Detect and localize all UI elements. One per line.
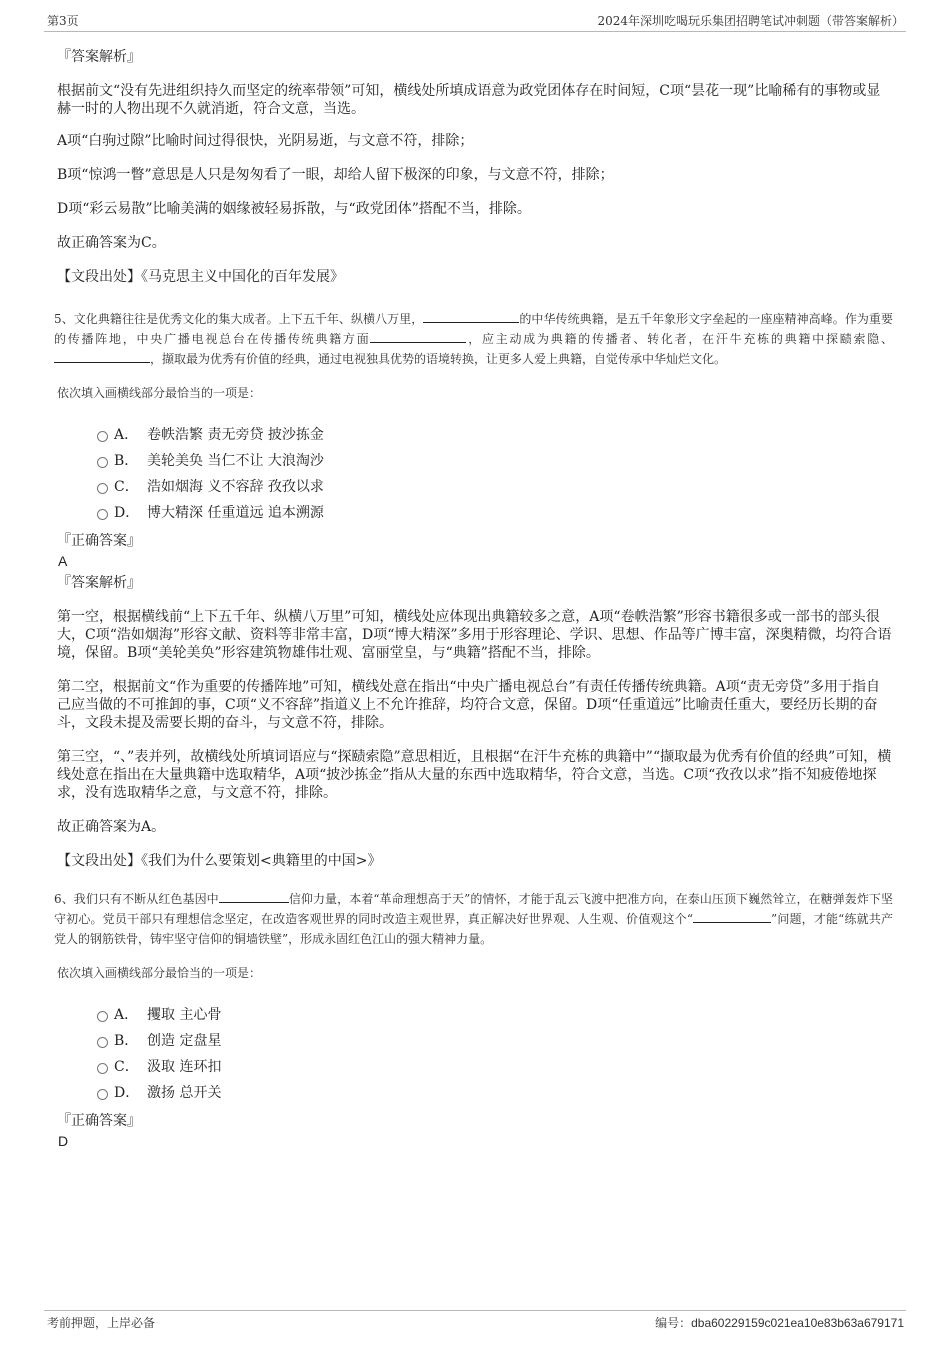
fill-blank (54, 350, 150, 363)
page-number: 第3页 (47, 14, 79, 28)
radio-button[interactable] (97, 509, 108, 520)
analysis-paragraph: 第二空，根据前文“作为重要的传播阵地”可知，横线处意在指出“中央广播电视总台”有责任传播传统典籍。A项“责无旁贷”多用于指自己应当做的不可推卸的事，C项“义不容辞”指道义上不允许推辞，均符合文意，保留。D项“任重道远”比喻责任重大，要经历长期的奋斗，文段未提及需要长期的奋斗，与文意不符，排除。 (57, 679, 881, 731)
source-citation: 【文段出处】《马克思主义中国化的百年发展》 (57, 269, 344, 285)
analysis-tag: 『答案解析』 (57, 575, 141, 591)
correct-answer: D (58, 1133, 69, 1149)
fill-blank (370, 330, 466, 343)
option-b[interactable]: B． 创造 定盘星 (57, 1028, 893, 1054)
option-c[interactable]: C． 汲取 连环扣 (57, 1054, 893, 1080)
option-c[interactable]: C． 浩如烟海 义不容辞 孜孜以求 (57, 474, 893, 500)
header-divider (44, 31, 906, 32)
page-content (54, 46, 893, 1150)
option-d[interactable]: D． 激扬 总开关 (57, 1080, 893, 1106)
question-prompt: 依次填入画横线部分最恰当的一项是： (57, 966, 262, 980)
radio-button[interactable] (97, 483, 108, 494)
question-6-options (57, 1002, 893, 1106)
radio-button[interactable] (97, 1011, 108, 1022)
question-6-stem: 6、我们只有不断从红色基因中 信仰力量，本着“革命理想高于天”的情怀，才能于乱云飞渡中把准方向，在泰山压顶下巍然耸立，在糖弹轰炸下坚守初心。党员干部只有理想信念坚定，在改造客观世界的同时改造主观世界，真正解决好世界观、人生观、价值观这个“ ”问题，才能“练就共产党人的钢筋铁骨，铸牢坚守信仰的铜墙铁壁”，形成永固红色江山的强大精神力量。 (54, 892, 893, 946)
source-citation: 【文段出处】《我们为什么要策划<典籍里的中国>》 (57, 853, 382, 869)
answer-tag: 『正确答案』 (57, 533, 141, 549)
fill-blank (219, 890, 289, 903)
analysis-tag: 『答案解析』 (57, 49, 141, 65)
radio-button[interactable] (97, 1037, 108, 1048)
document-code: 编号：dba60229159c021ea10e83b63a679171 (655, 1316, 904, 1330)
question-prompt: 依次填入画横线部分最恰当的一项是： (57, 386, 262, 400)
footer-slogan: 考前押题，上岸必备 (47, 1316, 156, 1330)
conclusion-text: 故正确答案为A。 (57, 819, 166, 835)
answer-tag: 『正确答案』 (57, 1113, 141, 1129)
conclusion-text: 故正确答案为C。 (57, 235, 166, 251)
analysis-paragraph: 第一空，根据横线前“上下五千年、纵横八万里”可知，横线处应体现出典籍较多之意，A项“卷帙浩繁”形容书籍很多或一部书的部头很大，C项“浩如烟海”形容文献、资料等非常丰富，D项“博大精深”多用于形容理论、学识、思想、作品等广博丰富，深奥精微，均符合语境，保留。B项“美轮美奂”形容建筑物雄伟壮观、富丽堂皇，与“典籍”搭配不当，排除。 (57, 609, 892, 661)
radio-button[interactable] (97, 457, 108, 468)
page-header (0, 0, 950, 33)
question-5-options (57, 422, 893, 526)
analysis-paragraph: 第三空，“、”表并列，故横线处所填词语应与“探赜索隐”意思相近，且根据“在汗牛充栋的典籍中”“撷取最为优秀有价值的经典”可知，横线处意在指出在大量典籍中选取精华，A项“披沙拣金”指从大量的东西中选取精华，符合文意，当选。C项“孜孜以求”指不知疲倦地探求，没有选取精华之意，与文意不符，排除。 (57, 749, 892, 801)
footer-divider (44, 1310, 906, 1311)
analysis-paragraph: A项“白驹过隙”比喻时间过得很快，光阴易逝，与文意不符，排除； (57, 133, 474, 149)
option-b[interactable]: B． 美轮美奂 当仁不让 大浪淘沙 (57, 448, 893, 474)
document-title: 2024年深圳吃喝玩乐集团招聘笔试冲刺题（带答案解析） (597, 14, 904, 28)
radio-button[interactable] (97, 1063, 108, 1074)
fill-blank (423, 310, 519, 323)
radio-button[interactable] (97, 1089, 108, 1100)
fill-blank (693, 910, 771, 923)
correct-answer: A (58, 553, 68, 569)
analysis-paragraph: D项“彩云易散”比喻美满的姻缘被轻易拆散，与“政党团体”搭配不当，排除。 (57, 201, 531, 217)
analysis-paragraph: B项“惊鸿一瞥”意思是人只是匆匆看了一眼，却给人留下极深的印象，与文意不符，排除； (57, 167, 614, 183)
option-a[interactable]: A． 攫取 主心骨 (57, 1002, 893, 1028)
analysis-paragraph: 根据前文“没有先进组织持久而坚定的统率带领”可知，横线处所填成语意为政党团体存在时间短，C项“昙花一现”比喻稀有的事物或显赫一时的人物出现不久就消逝，符合文意，当选。 (57, 83, 881, 117)
radio-button[interactable] (97, 431, 108, 442)
option-a[interactable]: A． 卷帙浩繁 责无旁贷 披沙拣金 (57, 422, 893, 448)
question-5-stem: 5、文化典籍往往是优秀文化的集大成者。上下五千年、纵横八万里， 的中华传统典籍，是五千年象形文字垒起的一座座精神高峰。作为重要的传播阵地，中央广播电视总台在传播传统典籍方面 ，应主动成为典籍的传播者、转化者，在汗牛充栋的典籍中探赜索隐、，撷取最为优秀有价值的经典，通过电视独具优势的语境转换，让更多人爱上典籍，自觉传承中华灿烂文化。 (54, 312, 893, 366)
option-d[interactable]: D． 博大精深 任重道远 追本溯源 (57, 500, 893, 526)
